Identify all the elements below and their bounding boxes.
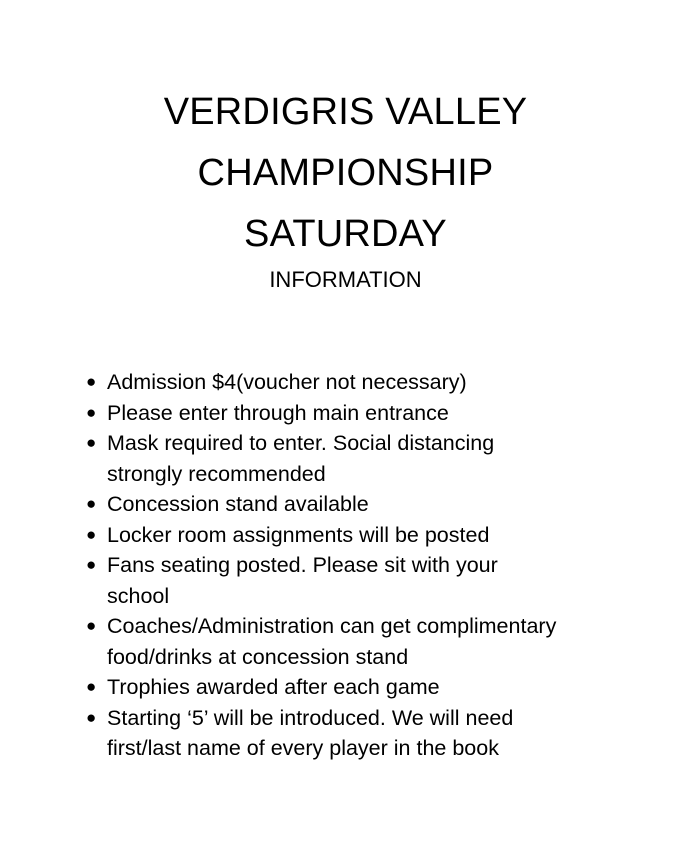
bullet-icon: ●	[86, 524, 97, 544]
bullet-icon: ●	[86, 433, 97, 452]
list-item-text-line: strongly recommended	[107, 461, 326, 486]
subtitle: INFORMATION	[269, 267, 422, 292]
list-item	[86, 398, 646, 429]
bullet-icon: ●	[86, 707, 97, 727]
information-list	[86, 367, 646, 764]
bullet-icon: ●	[86, 677, 97, 696]
list-item	[86, 367, 646, 398]
list-item-text-line: food/drinks at concession stand	[107, 644, 409, 669]
bullet-icon: ●	[86, 402, 97, 422]
list-item-text-line: Concession stand available	[107, 492, 369, 516]
list-item-text-line: Coaches/Administration can get complimentary	[107, 614, 557, 638]
title-block	[0, 82, 681, 295]
bullet-icon: ●	[86, 555, 97, 574]
list-item	[86, 672, 646, 703]
list-item	[86, 428, 646, 489]
list-item-text-line: school	[107, 583, 170, 608]
list-item	[86, 550, 646, 611]
list-item-text-line: Admission $4(voucher not necessary)	[107, 370, 467, 394]
bullet-icon: ●	[86, 616, 97, 635]
list-item	[86, 611, 646, 672]
list-item-text-line: Fans seating posted. Please sit with your	[107, 553, 498, 577]
list-item-text-line: Locker room assignments will be posted	[107, 522, 490, 547]
bullet-icon: ●	[86, 494, 97, 513]
list-item-text-line: Please enter through main entrance	[107, 400, 449, 425]
list-item	[86, 489, 646, 520]
bullet-icon: ●	[86, 372, 97, 391]
list-item-text-line: first/last name of every player in the book	[107, 736, 499, 760]
list-item-text-line: Mask required to enter. Social distancing	[107, 431, 495, 455]
title-line-2: CHAMPIONSHIP	[197, 152, 494, 194]
title-line-3: SATURDAY	[244, 213, 447, 255]
list-item	[86, 520, 646, 551]
list-item-text-line: Starting ‘5’ will be introduced. We will need	[107, 705, 514, 730]
title-line-1: VERDIGRIS VALLEY	[163, 91, 528, 133]
list-item-text-line: Trophies awarded after each game	[107, 675, 440, 699]
list-item	[86, 703, 646, 764]
